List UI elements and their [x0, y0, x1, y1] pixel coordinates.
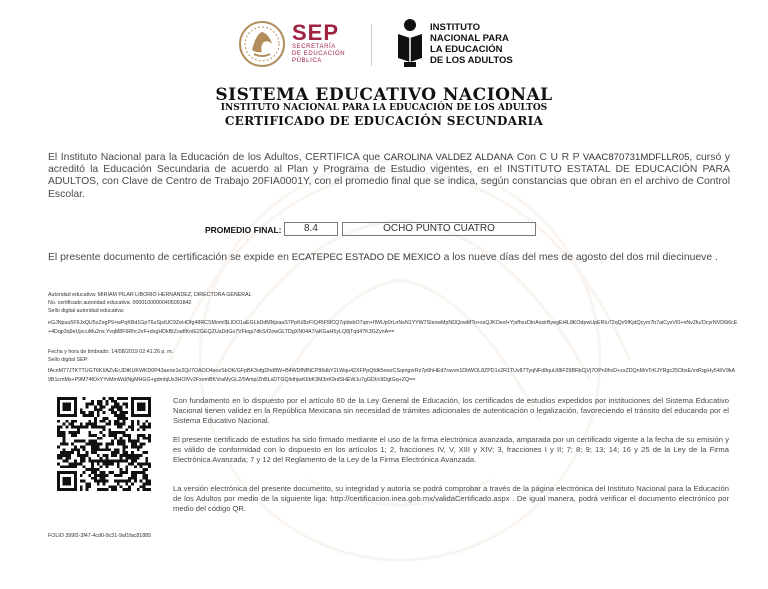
inea-reader-icon — [392, 18, 428, 68]
inea-line-3: LA EDUCACIÓN — [430, 44, 503, 55]
promedio-label: PROMEDIO FINAL: — [205, 225, 282, 235]
p2-text-b: a los nueve días del mes de agosto del dos mil diecinueve . — [443, 252, 718, 263]
sep-seal-value: fAcnM77JTKTTUGT6KI/AZvErJDtKUKWKD0P43aene1e2Qi/7OAOO4sozSbOK/GFpBK3ofgDhd8W+B4WDfNfNCP86dbY2LWqu42XFPpQfdk5ewzCSqmgvrRz7p6hHEd7ravvn1DbWOL8ZPD1x2R1TUv87TyqNFd8quUI8iF29BRkCjVj7OPn0hvD+zxZDQnM/vTrKJYRgc25ObsE/vxRqyHy54/iV9kA9B1cmMx+P9M74fOxYYvMmWd/NgMHGG+gdmbjUs3HOlVv2FxomBKVraMyGL2/0Amp/ZhBLsDTGQ/kthjwK6bK3M3nK9rdSHEWJu7gGDI/c9DgtGq+ZQ== — [48, 368, 736, 383]
cert-number-line: No. certificado autoridad educativa: 00001000000405091842 — [48, 300, 192, 306]
timbrado-line: Fecha y hora de timbrado: 14/08/2019 02:41:26 p. m. — [48, 349, 174, 355]
p2-text-a: El presente documento de certificación se expide en — [48, 252, 289, 263]
legal-paragraph-2: El presente certificado de estudios ha sido firmado mediante el uso de la firma electrónica avanzada, amparada por un certificado vigente a la fecha de su emisión y es válido de conformidad con lo dispuesto en los artículos 1; 2, fracciones IV, V, XIII y XIV; 3, fracciones I y II; 7; 8; 9; 13; 14; 16 y 25 de la Ley de la Firma Electrónica Avanzada; 7 y 12 del Reglamento de la Ley de la Firma Electrónica Avanzada. — [173, 435, 729, 464]
folio-line: FOLIO 399f2-3f47-4cd0-9c31-9af1fac81885 — [48, 533, 152, 539]
inea-line-4: DE LOS ADULTOS — [430, 55, 513, 66]
p1-text-a: El Instituto Nacional para la Educación de los Adultos, CERTIFICA que — [48, 152, 381, 163]
sep-subtitle-1: SECRETARÍA — [292, 44, 336, 50]
sep-subtitle-3: PÚBLICA — [292, 58, 322, 64]
seal-label: Sello digital autoridad educativa: — [48, 308, 125, 314]
mexico-seal-icon — [238, 20, 286, 68]
authority-line: Autoridad educativa: MIRIAM PILAR LIBORIO HERNÁNDEZ, DIRECTORA GENERAL — [48, 292, 252, 298]
promedio-text: OCHO PUNTO CUATRO — [342, 222, 536, 236]
issuance-paragraph — [48, 252, 730, 264]
sep-subtitle-2: DE EDUCACIÓN — [292, 51, 346, 57]
seal-value: eGJNpuu5F9JxQU5zZegP9+wPqKBd1GpT6uSjstUC9ZeHOfg48RCSMomI$LIDO1aEGLbDdMNjxaaS7PpKi/8zFIQ45F5fCQ7qIdebO7qm+fIWUp0rLnNsN1YYW7SIexwMpNDQowMTo+ssQJKOexf+YjxfhxzDtnAxsirByegEt4L8KOdpwUpERIu72qQv5fKjdQcym7b7aiCysVI0+nNv2fu/OcyrNVD6i6cE+4Dqp3q9eUjxcuMu2ns YvqM8F6Rhc2vF+dxgHDkBIZoafIKnlE2GEQZUaDdGs7VFkqp7dkS/I2owGLTDgXN04A7/aKGaH5yLQ8jTqd47K3GZynA== — [48, 320, 738, 335]
main-title: SISTEMA EDUCATIVO NACIONAL — [215, 85, 553, 105]
promedio-number: 8.4 — [284, 222, 338, 236]
inea-logo-text — [430, 22, 513, 66]
qr-code[interactable] — [57, 397, 151, 491]
legal-paragraph-1: Con fundamento en lo dispuesto por el artículo 60 de la Ley General de Educación, los certificados de estudios expedidos por instituciones del Sistema Educativo Nacional tienen validez en la República Mexicana sin necesidad de trámites adicionales de autenticación o legalización, favoreciendo el tránsito del educando por el Sistema Educativo Nacional. — [173, 396, 729, 425]
institute-title: INSTITUTO NACIONAL PARA LA EDUCACIÓN DE LOS ADULTOS — [220, 103, 548, 113]
issue-place: ECATEPEC ESTADO DE MEXICO — [291, 252, 441, 263]
student-name: CAROLINA VALDEZ ALDANA — [383, 152, 514, 163]
p1-text-c: , cursó y acreditó la Educación Secundaria de acuerdo al Plan y Programa de Estudio vigentes, en el INSTITUTO ESTATAL DE EDUCACIÓN PARA ADULTOS, con Clave de Centro de Trabajo 20FIA0001Y, con el promedio final que se indica, según constancias que obran en el archivo de Control Escolar. — [48, 152, 730, 200]
sep-logo-title: SEP — [292, 20, 340, 45]
inea-line-2: NACIONAL PARA — [430, 33, 509, 44]
curp-value: VAAC870731MDFLLR05 — [582, 152, 690, 163]
certificate-title: CERTIFICADO DE EDUCACIÓN SECUNDARIA — [224, 114, 544, 128]
p1-text-b: Con C U R P — [516, 152, 580, 163]
certification-paragraph — [48, 152, 730, 201]
inea-line-1: INSTITUTO — [430, 22, 480, 33]
sep-seal-label: Sello digital SEP: — [48, 357, 89, 363]
legal-paragraph-3: La versión electrónica del presente documento, su integridad y autoría se podrá comprobar a través de la página electrónica del Instituto Nacional para la Educación de los Adultos por medio de la siguiente liga: http://certificacion.inea.gob.mx/validaCertificado.aspx . De igual manera, podrá verificar el documento electrónico por medio del código QR. — [173, 484, 729, 513]
header-divider — [371, 24, 372, 66]
